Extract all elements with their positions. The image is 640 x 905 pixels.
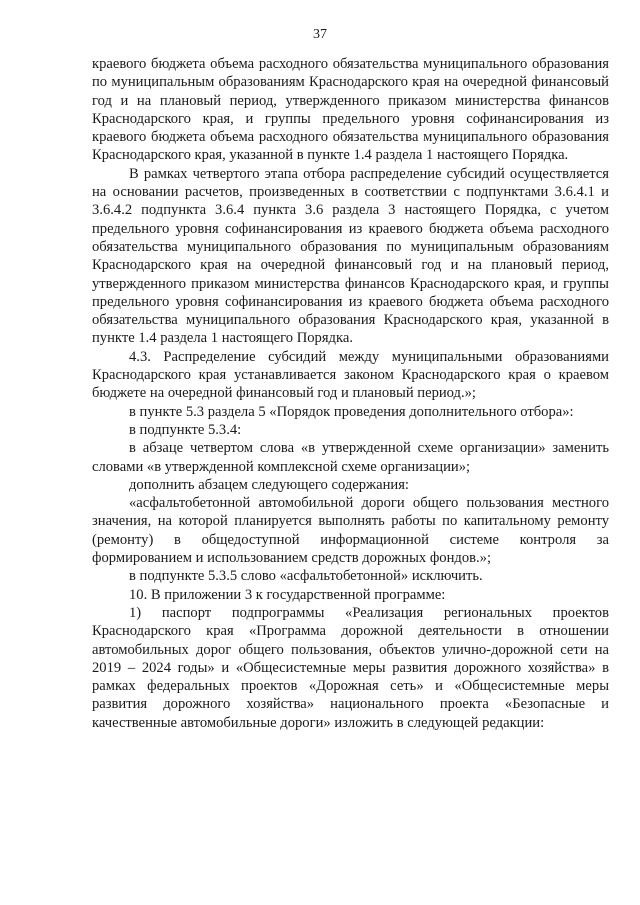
paragraph-2: В рамках четвертого этапа отбора распределение субсидий осуществляется на основании расчетов, произведенных в соответствии с подпунктами 3.6.4.1 и 3.6.4.2 подпункта 3.6.4 пункта 3.6 раздела 3 настоящего Порядка, с учетом предельного уровня софинансирования из краевого бюджета объема расходного обязательства муниципального образования по муниципальным образованиям Краснодарского края на очередной финансовый год и на плановый период, утвержденного приказом министерства финансов Краснодарского края, и группы предельного уровня софинансирования из краевого бюджета объема расходного обязательства муниципального образования Краснодарского края, указанной в пункте 1.4 раздела 1 настоящего Порядка. [92, 165, 609, 347]
page-number: 37 [313, 27, 327, 42]
paragraph-6: в абзаце четвертом слова «в утвержденной схеме организации» заменить словами «в утвержденной комплексной схеме организации»; [92, 440, 609, 475]
document-body [92, 55, 609, 732]
paragraph-3: 4.3. Распределение субсидий между муниципальными образованиями Краснодарского края устанавливается законом Краснодарского края о краевом бюджете на очередной финансовый год и плановый период.»; [92, 348, 609, 402]
paragraph-8: «асфальтобетонной автомобильной дороги общего пользования местного значения, на которой планируется выполнять работы по капитальному ремонту (ремонту) в общедоступной информационной системе контроля за формированием и использованием средств дорожных фондов.»; [92, 495, 609, 567]
paragraph-4: в пункте 5.3 раздела 5 «Порядок проведения дополнительного отбора»: [129, 403, 574, 420]
paragraph-1: краевого бюджета объема расходного обязательства муниципального образования по муниципальным образованиям Краснодарского края на очередной финансовый год и на плановый период, утвержденного приказом министерства финансов Краснодарского края, и группы предельного уровня софинансирования из краевого бюджета объема расходного обязательства муниципального образования Краснодарского края, указанной в пункте 1.4 раздела 1 настоящего Порядка. [92, 56, 609, 164]
paragraph-9: в подпункте 5.3.5 слово «асфальтобетонной» исключить. [129, 568, 483, 585]
paragraph-10: 10. В приложении 3 к государственной программе: [129, 586, 446, 603]
paragraph-7: дополнить абзацем следующего содержания: [129, 476, 409, 493]
paragraph-11: 1) паспорт подпрограммы «Реализация региональных проектов Краснодарского края «Программа дорожной деятельности в отношении автомобильных дорог общего пользования, объектов улично-дорожной сети на 2019 – 2024 годы» и «Общесистемные меры развития дорожного хозяйства» в рамках федеральных проектов «Дорожная сеть» и «Общесистемные меры развития дорожного хозяйства» национального проекта «Безопасные и качественные автомобильные дороги» изложить в следующей редакции: [92, 604, 609, 731]
paragraph-5: в подпункте 5.3.4: [129, 421, 242, 438]
